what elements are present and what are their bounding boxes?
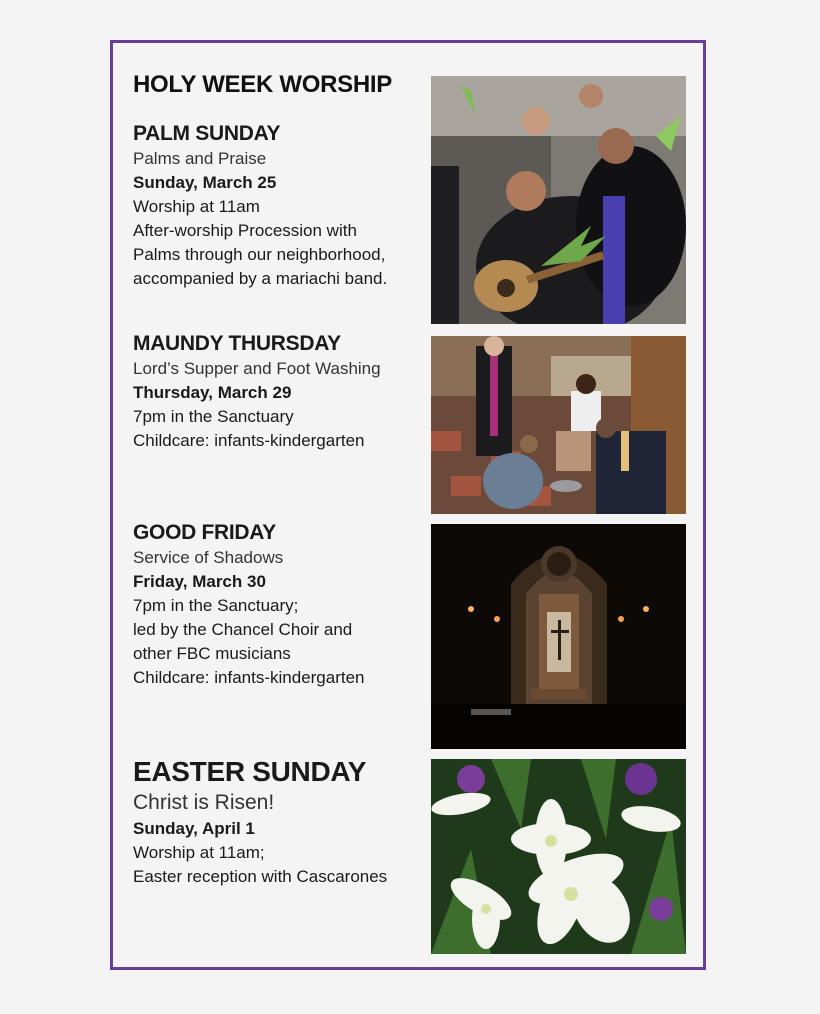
section-subtitle: Christ is Risen! [133,791,275,814]
section-subtitle: Palms and Praise [133,149,267,168]
section-line: Childcare: infants-kindergarten [133,668,365,687]
section-line: 7pm in the Sanctuary; [133,596,299,615]
section-line: After-worship Procession with [133,221,357,240]
section-line: Palms through our neighborhood, [133,245,386,264]
section-subtitle: Service of Shadows [133,548,284,567]
palm-procession-photo [431,76,686,324]
section-palm-sunday [133,121,423,291]
section-line: other FBC musicians [133,644,291,663]
section-heading: EASTER SUNDAY [133,756,367,787]
section-easter-sunday [133,755,423,889]
section-line: Worship at 11am [133,197,260,216]
section-line: Childcare: infants-kindergarten [133,431,365,450]
section-line: 7pm in the Sanctuary [133,407,294,426]
section-heading: PALM SUNDAY [133,122,281,145]
section-heading: GOOD FRIDAY [133,521,276,544]
section-line: Worship at 11am; [133,843,265,862]
dark-sanctuary-photo [431,524,686,749]
page-title: HOLY WEEK WORSHIP [133,71,392,98]
section-date: Sunday, April 1 [133,819,255,838]
foot-washing-photo [431,336,686,514]
section-date: Thursday, March 29 [133,383,292,402]
section-line: led by the Chancel Choir and [133,620,353,639]
section-maundy-thursday [133,331,423,453]
section-heading: MAUNDY THURSDAY [133,332,341,355]
easter-lilies-photo [431,759,686,954]
section-line: accompanied by a mariachi band. [133,269,388,288]
section-line: Easter reception with Cascarones [133,867,388,886]
section-date: Sunday, March 25 [133,173,277,192]
section-date: Friday, March 30 [133,572,266,591]
holy-week-flyer [110,40,706,970]
section-good-friday [133,520,423,690]
section-subtitle: Lord’s Supper and Foot Washing [133,359,381,378]
